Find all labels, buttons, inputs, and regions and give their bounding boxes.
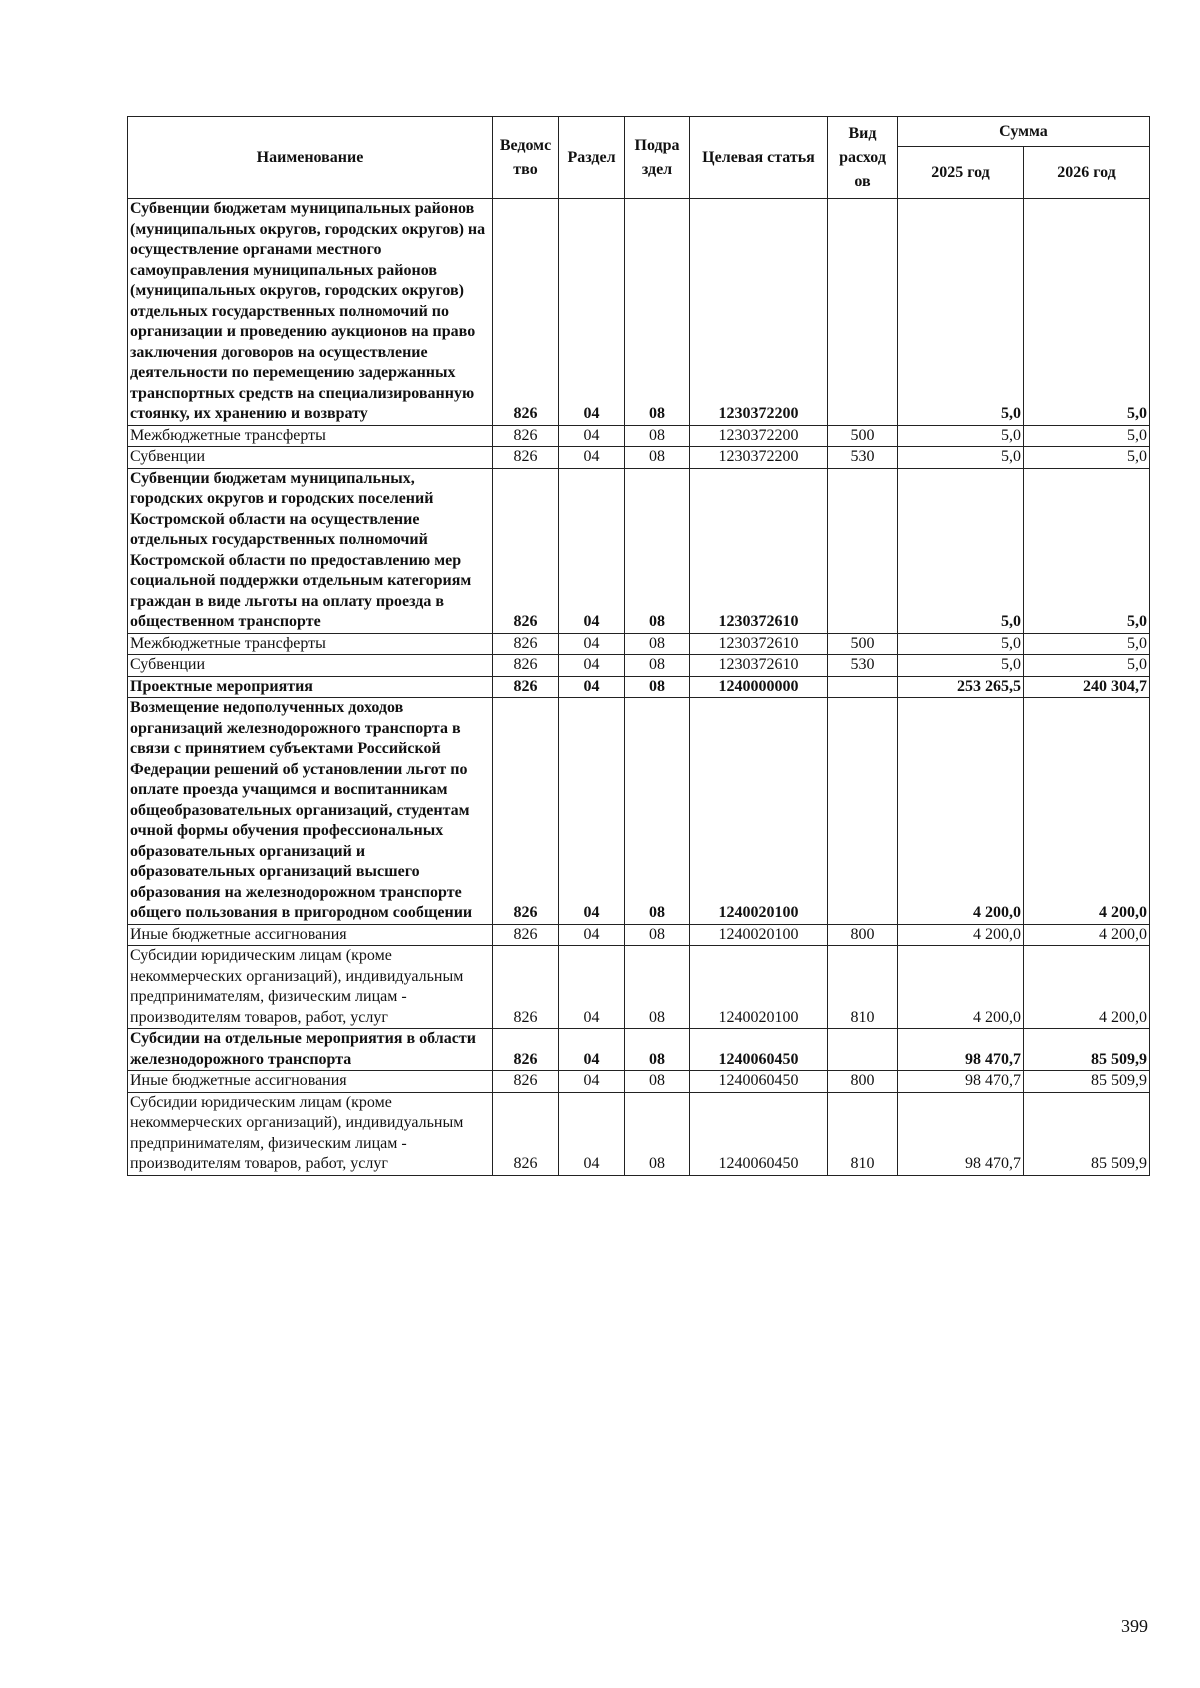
row-podrazdel: 08: [625, 1029, 690, 1071]
page-number: 399: [1121, 1616, 1148, 1636]
row-razdel: 04: [559, 468, 625, 633]
row-tselevaya: 1240060450: [690, 1092, 828, 1175]
header-vedomstvo: Ведомс тво: [493, 117, 559, 199]
row-name: Субсидии юридическим лицам (кроме некоммерческих организаций), индивидуальным предпринимателям, физическим лицам - производителям товаров, работ, услуг: [128, 946, 493, 1029]
row-razdel: 04: [559, 1071, 625, 1093]
table-row: [128, 199, 1150, 426]
row-sum-2026: 5,0: [1024, 655, 1150, 677]
table-row: [128, 655, 1150, 677]
row-sum-2025: 5,0: [898, 655, 1024, 677]
row-vedomstvo: 826: [493, 633, 559, 655]
row-tselevaya: 1240000000: [690, 676, 828, 698]
row-sum-2026: 4 200,0: [1024, 698, 1150, 925]
row-name: Иные бюджетные ассигнования: [128, 924, 493, 946]
row-podrazdel: 08: [625, 655, 690, 677]
row-tselevaya: 1240060450: [690, 1029, 828, 1071]
row-tselevaya: 1230372610: [690, 655, 828, 677]
row-vedomstvo: 826: [493, 1092, 559, 1175]
row-vedomstvo: 826: [493, 447, 559, 469]
row-razdel: 04: [559, 698, 625, 925]
row-sum-2025: 4 200,0: [898, 946, 1024, 1029]
row-sum-2026: 5,0: [1024, 447, 1150, 469]
row-sum-2026: 5,0: [1024, 468, 1150, 633]
row-vid: 810: [828, 1092, 898, 1175]
row-razdel: 04: [559, 924, 625, 946]
row-name: Иные бюджетные ассигнования: [128, 1071, 493, 1093]
header-name: Наименование: [128, 117, 493, 199]
row-sum-2026: 5,0: [1024, 425, 1150, 447]
row-name: Субвенции бюджетам муниципальных, городских округов и городских поселений Костромской области на осуществление отдельных государственных полномочий Костромской области по предоставлению мер социальной поддержки отдельным категориям граждан в виде льготы на оплату проезда в общественном транспорте: [128, 468, 493, 633]
header-razdel: Раздел: [559, 117, 625, 199]
row-podrazdel: 08: [625, 924, 690, 946]
header-tselevaya: Целевая статья: [690, 117, 828, 199]
row-razdel: 04: [559, 655, 625, 677]
row-sum-2026: 4 200,0: [1024, 924, 1150, 946]
row-vid: [828, 468, 898, 633]
row-name: Межбюджетные трансферты: [128, 633, 493, 655]
table-row: [128, 946, 1150, 1029]
row-podrazdel: 08: [625, 698, 690, 925]
row-podrazdel: 08: [625, 1092, 690, 1175]
table-row: [128, 447, 1150, 469]
table-row: [128, 676, 1150, 698]
row-sum-2026: 240 304,7: [1024, 676, 1150, 698]
row-razdel: 04: [559, 1029, 625, 1071]
row-sum-2025: 5,0: [898, 447, 1024, 469]
row-sum-2026: 85 509,9: [1024, 1071, 1150, 1093]
row-razdel: 04: [559, 425, 625, 447]
row-sum-2025: 98 470,7: [898, 1092, 1024, 1175]
row-vid: 800: [828, 924, 898, 946]
row-vid: [828, 698, 898, 925]
row-vedomstvo: 826: [493, 946, 559, 1029]
row-name: Субсидии на отдельные мероприятия в области железнодорожного транспорта: [128, 1029, 493, 1071]
row-vid: 810: [828, 946, 898, 1029]
row-vid: 500: [828, 633, 898, 655]
row-sum-2026: 5,0: [1024, 199, 1150, 426]
header-vid: Вид расход ов: [828, 117, 898, 199]
row-name: Проектные мероприятия: [128, 676, 493, 698]
row-sum-2026: 5,0: [1024, 633, 1150, 655]
row-razdel: 04: [559, 447, 625, 469]
table-row: [128, 698, 1150, 925]
row-sum-2025: 5,0: [898, 633, 1024, 655]
row-vedomstvo: 826: [493, 698, 559, 925]
row-sum-2025: 253 265,5: [898, 676, 1024, 698]
row-vedomstvo: 826: [493, 199, 559, 426]
header-year-2025: 2025 год: [898, 147, 1024, 199]
row-sum-2026: 85 509,9: [1024, 1029, 1150, 1071]
row-vedomstvo: 826: [493, 924, 559, 946]
row-vedomstvo: 826: [493, 1071, 559, 1093]
table-row: [128, 1029, 1150, 1071]
budget-table: [127, 116, 1150, 1176]
row-name: Возмещение недополученных доходов организаций железнодорожного транспорта в связи с принятием субъектами Российской Федерации решений об установлении льгот по оплате проезда учащимся и воспитанникам общеобразовательных организаций, студентам очной формы обучения профессиональных образовательных организаций и образовательных организаций высшего образования на железнодорожном транспорте общего пользования в пригородном сообщении: [128, 698, 493, 925]
row-vid: [828, 199, 898, 426]
row-podrazdel: 08: [625, 946, 690, 1029]
row-vid: 500: [828, 425, 898, 447]
row-podrazdel: 08: [625, 447, 690, 469]
row-podrazdel: 08: [625, 633, 690, 655]
row-tselevaya: 1230372200: [690, 199, 828, 426]
row-vid: 800: [828, 1071, 898, 1093]
row-razdel: 04: [559, 633, 625, 655]
row-vedomstvo: 826: [493, 468, 559, 633]
row-vid: 530: [828, 447, 898, 469]
row-razdel: 04: [559, 199, 625, 426]
row-tselevaya: 1240020100: [690, 924, 828, 946]
row-sum-2025: 4 200,0: [898, 924, 1024, 946]
row-sum-2025: 98 470,7: [898, 1071, 1024, 1093]
row-sum-2025: 5,0: [898, 199, 1024, 426]
table-body: [128, 199, 1150, 1176]
row-vedomstvo: 826: [493, 676, 559, 698]
row-razdel: 04: [559, 676, 625, 698]
row-sum-2026: 4 200,0: [1024, 946, 1150, 1029]
row-sum-2025: 98 470,7: [898, 1029, 1024, 1071]
row-podrazdel: 08: [625, 468, 690, 633]
row-sum-2025: 4 200,0: [898, 698, 1024, 925]
table-row: [128, 1092, 1150, 1175]
table-row: [128, 468, 1150, 633]
row-name: Субсидии юридическим лицам (кроме некоммерческих организаций), индивидуальным предпринимателям, физическим лицам - производителям товаров, работ, услуг: [128, 1092, 493, 1175]
row-tselevaya: 1230372610: [690, 468, 828, 633]
row-tselevaya: 1230372200: [690, 447, 828, 469]
row-name: Межбюджетные трансферты: [128, 425, 493, 447]
table-row: [128, 924, 1150, 946]
row-vedomstvo: 826: [493, 425, 559, 447]
row-razdel: 04: [559, 1092, 625, 1175]
row-name: Субвенции: [128, 655, 493, 677]
row-name: Субвенции бюджетам муниципальных районов (муниципальных округов, городских округов) на осуществление органами местного самоуправления муниципальных районов (муниципальных округов, городских округов) отдельных государственных полномочий по организации и проведению аукционов на право заключения договоров на осуществление деятельности по перемещению задержанных транспортных средств на специализированную стоянку, их хранению и возврату: [128, 199, 493, 426]
table-row: [128, 425, 1150, 447]
header-summa: Сумма: [898, 117, 1150, 147]
row-name: Субвенции: [128, 447, 493, 469]
row-podrazdel: 08: [625, 676, 690, 698]
row-podrazdel: 08: [625, 199, 690, 426]
row-sum-2025: 5,0: [898, 468, 1024, 633]
row-vid: [828, 1029, 898, 1071]
header-year-2026: 2026 год: [1024, 147, 1150, 199]
row-podrazdel: 08: [625, 425, 690, 447]
row-vid: 530: [828, 655, 898, 677]
row-sum-2026: 85 509,9: [1024, 1092, 1150, 1175]
row-vedomstvo: 826: [493, 655, 559, 677]
row-razdel: 04: [559, 946, 625, 1029]
row-tselevaya: 1230372200: [690, 425, 828, 447]
row-tselevaya: 1240020100: [690, 698, 828, 925]
row-sum-2025: 5,0: [898, 425, 1024, 447]
row-vid: [828, 676, 898, 698]
table-row: [128, 1071, 1150, 1093]
header-podrazdel: Подра здел: [625, 117, 690, 199]
table-row: [128, 633, 1150, 655]
row-podrazdel: 08: [625, 1071, 690, 1093]
row-tselevaya: 1240060450: [690, 1071, 828, 1093]
row-tselevaya: 1240020100: [690, 946, 828, 1029]
row-tselevaya: 1230372610: [690, 633, 828, 655]
row-vedomstvo: 826: [493, 1029, 559, 1071]
